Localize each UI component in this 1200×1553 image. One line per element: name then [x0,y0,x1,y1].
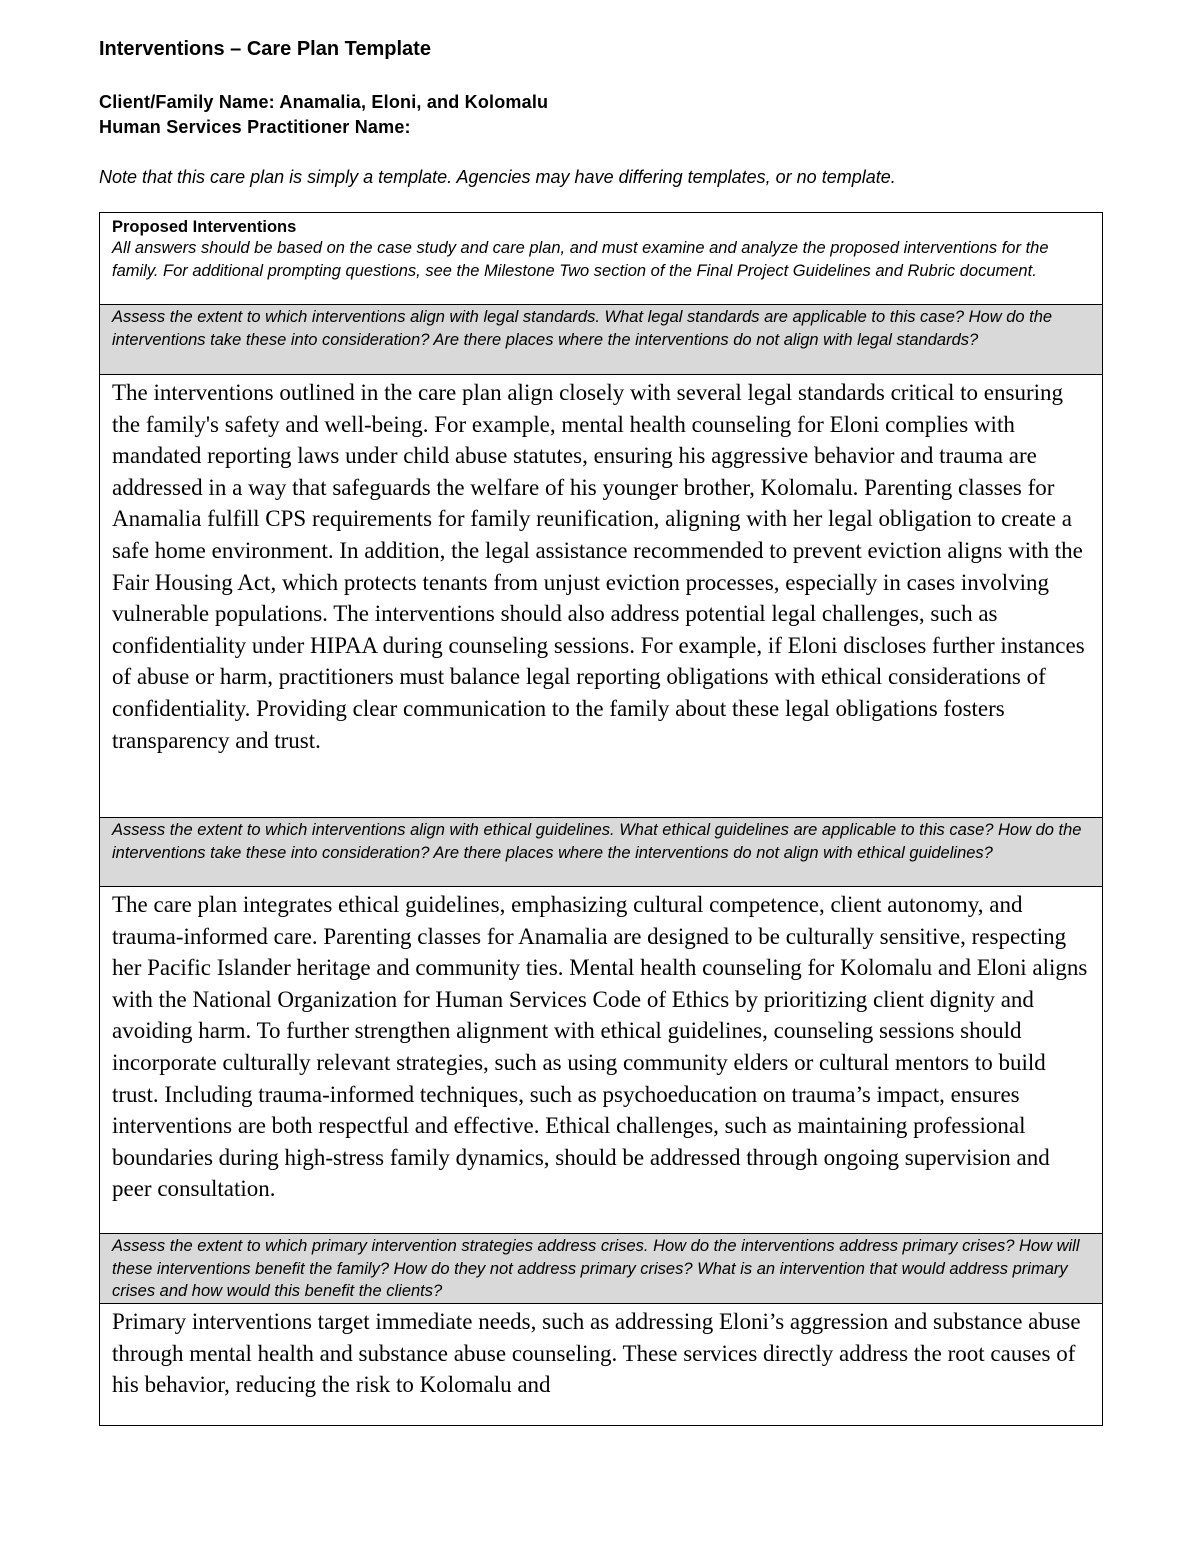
client-family-name: Client/Family Name: Anamalia, Eloni, and Kolomalu [99,92,549,112]
ethical-guidelines-answer [100,886,1102,1233]
prompt-text: Assess the extent to which primary intervention strategies address crises. How do the interventions address primary crises? How will these interventions benefit the family? How do they not address primary crises? What is an intervention that would address primary crises and how would this benefit the clients? [112,1237,1080,1300]
answer-text: The interventions outlined in the care plan align closely with several legal standards critical to ensuring the family's safety and well-being. For example, mental health counseling for Eloni complies with mandated reporting laws under child abuse statutes, ensuring his aggressive behavior and trauma are addressed in a way that safeguards the welfare of his younger brother, Kolomalu. Parenting classes for Anamalia fulfill CPS requirements for family reunification, aligning with her legal obligation to create a safe home environment. In addition, the legal assistance recommended to prevent eviction aligns with the Fair Housing Act, which protects tenants from unjust eviction processes, especially in cases involving vulnerable populations. The interventions should also address potential legal challenges, such as confidentiality under HIPAA during counseling sessions. For example, if Eloni discloses further instances of abuse or harm, practitioners must balance legal reporting obligations with ethical considerations of confidentiality. Providing clear communication to the family about these legal obligations fosters transparency and trust. [112,380,1085,753]
ethical-guidelines-prompt [100,817,1102,886]
answer-text: The care plan integrates ethical guidelines, emphasizing cultural competence, client autonomy, and trauma-informed care. Parenting classes for Anamalia are designed to be culturally sensitive, respecting her Pacific Islander heritage and community ties. Mental health counseling for Kolomalu and Eloni aligns with the National Organization for Human Services Code of Ethics by prioritizing client dignity and avoiding harm. To further strengthen alignment with ethical guidelines, counseling sessions should incorporate culturally relevant strategies, such as using community elders or cultural mentors to build trust. Including trauma-informed techniques, such as psychoeducation on trauma’s impact, ensures interventions are both respectful and effective. Ethical challenges, such as maintaining professional boundaries during high-stress family dynamics, should be addressed through ongoing supervision and peer consultation. [112,892,1088,1202]
document-title: Interventions – Care Plan Template [99,38,431,60]
answer-text: Primary interventions target immediate needs, such as addressing Eloni’s aggression and substance abuse through mental health and substance abuse counseling. These services directly address the root causes of his behavior, reducing the risk to Kolomalu and [112,1309,1081,1398]
template-note: Note that this care plan is simply a template. Agencies may have differing templates, or no template. [99,167,896,187]
interventions-table [99,212,1103,1426]
table-header-cell [100,213,1102,304]
legal-standards-answer [100,374,1102,817]
prompt-text: Assess the extent to which interventions align with legal standards. What legal standards are applicable to this case? How do the interventions take these into consideration? Are there places where the interventions do not align with legal standards? [112,308,1053,349]
prompt-text: Assess the extent to which interventions align with ethical guidelines. What ethical guidelines are applicable to this case? How do the interventions take these into consideration? Are there places where the interventions do not align with ethical guidelines? [112,821,1082,862]
table-header-instructions: All answers should be based on the case study and care plan, and must examine and analyze the proposed interventions for the family. For additional prompting questions, see the Milestone Two section of the Final Project Guidelines and Rubric document. [112,239,1049,280]
primary-crises-prompt [100,1233,1102,1303]
legal-standards-prompt [100,304,1102,374]
primary-crises-answer [100,1303,1102,1427]
table-header-title: Proposed Interventions [112,218,297,236]
practitioner-name: Human Services Practitioner Name: [99,117,411,137]
